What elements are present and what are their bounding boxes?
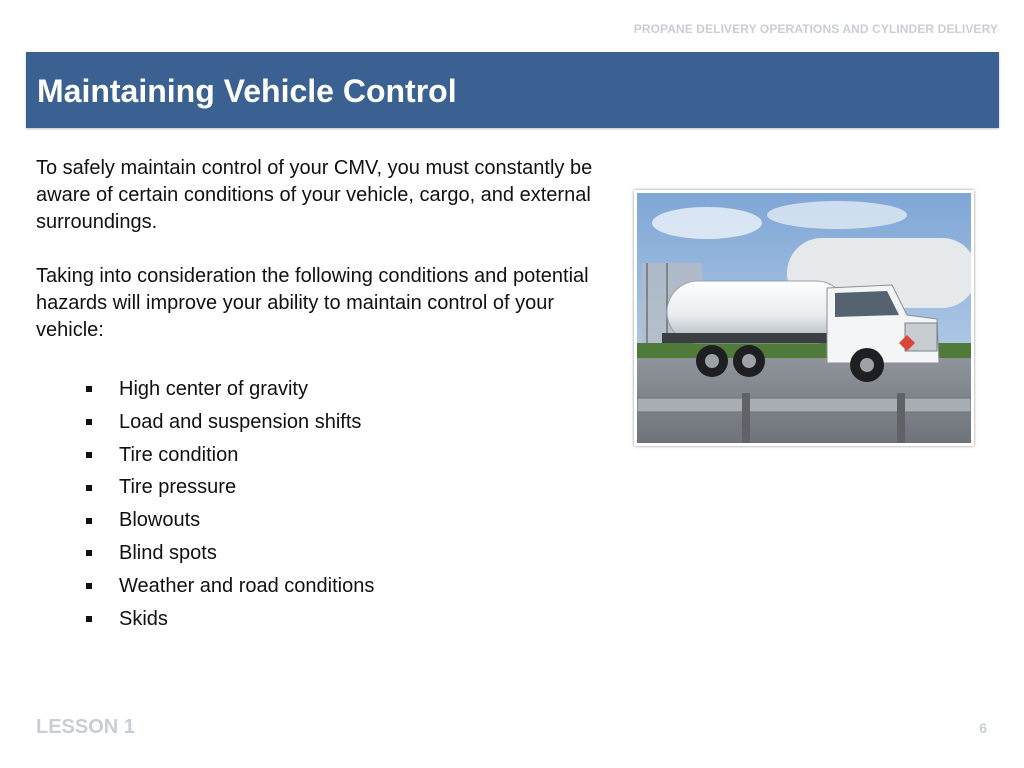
list-item-text: Blind spots xyxy=(119,541,217,564)
propane-truck-photo xyxy=(634,190,974,446)
square-bullet-icon xyxy=(86,485,92,491)
list-item xyxy=(86,471,374,504)
list-item xyxy=(86,373,374,406)
list-item-text: High center of gravity xyxy=(119,378,308,400)
title-bar xyxy=(26,52,999,128)
list-item-text: Tire condition xyxy=(119,443,239,466)
list-item xyxy=(86,406,374,439)
list-item-text: Weather and road conditions xyxy=(119,574,375,597)
list-item xyxy=(86,439,374,472)
square-bullet-icon xyxy=(86,386,92,392)
square-bullet-icon xyxy=(86,518,92,524)
square-bullet-icon xyxy=(86,616,92,622)
square-bullet-icon xyxy=(86,452,92,458)
conditions-list xyxy=(86,373,374,635)
list-item xyxy=(86,570,374,603)
list-item-text: Blowouts xyxy=(119,509,201,532)
list-item-text: Skids xyxy=(119,607,168,630)
lesson-label: LESSON 1 xyxy=(36,716,135,738)
propane-truck-illustration xyxy=(637,193,971,443)
conditions-paragraph: Taking into consideration the following conditions and potential hazards will improve your ability to maintain control of your vehicle: xyxy=(36,265,589,341)
intro-paragraph: To safely maintain control of your CMV, you must constantly be aware of certain conditions of your vehicle, cargo, and external surroundings. xyxy=(36,157,593,233)
list-item xyxy=(86,537,374,570)
square-bullet-icon xyxy=(86,419,92,425)
slide-title: Maintaining Vehicle Control xyxy=(37,73,457,109)
page-number: 6 xyxy=(979,720,987,736)
course-title-header: PROPANE DELIVERY OPERATIONS AND CYLINDER DELIVERY xyxy=(633,22,998,36)
list-item xyxy=(86,603,374,636)
list-item-text: Tire pressure xyxy=(119,476,237,499)
list-item-text: Load and suspension shifts xyxy=(119,410,362,433)
list-item xyxy=(86,504,374,537)
square-bullet-icon xyxy=(86,583,92,589)
square-bullet-icon xyxy=(86,550,92,556)
